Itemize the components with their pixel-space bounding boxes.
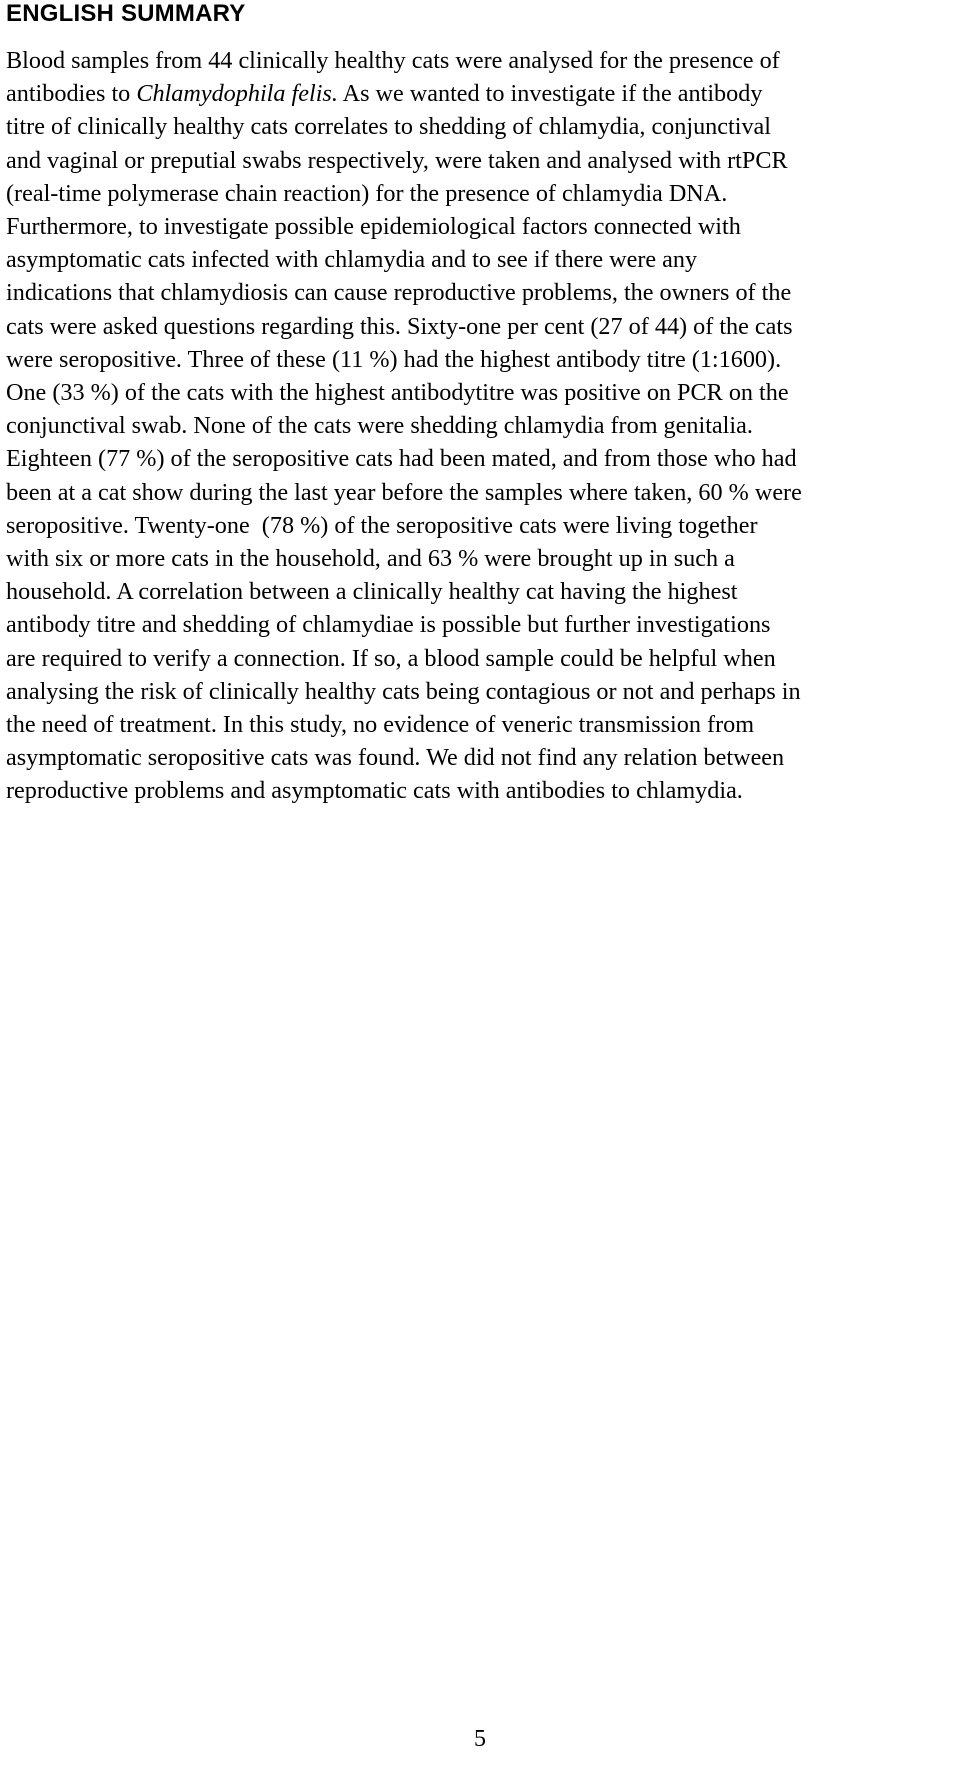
text-line: been at a cat show during the last year before the samples where taken, 60 % were	[6, 478, 802, 506]
text-line: cats were asked questions regarding this. Sixty-one per cent (27 of 44) of the cats	[6, 312, 793, 340]
text-line	[6, 77, 956, 110]
text-line: seropositive. Twenty-one (78 %) of the seropositive cats were living together	[6, 511, 758, 539]
text-line: reproductive problems and asymptomatic cats with antibodies to chlamydia.	[6, 777, 743, 805]
text-line: asymptomatic seropositive cats was found. We did not find any relation between	[6, 744, 785, 772]
text-line: conjunctival swab. None of the cats were shedding chlamydia from genitalia.	[6, 412, 753, 440]
text-line: the need of treatment. In this study, no evidence of veneric transmission from	[6, 711, 755, 739]
text-line: asymptomatic cats infected with chlamydia and to see if there were any	[6, 246, 698, 274]
text-line: Furthermore, to investigate possible epidemiological factors connected with	[6, 213, 741, 241]
text-segment: As we wanted to investigate if the antibody	[337, 80, 763, 108]
text-line: and vaginal or preputial swabs respectively, were taken and analysed with rtPCR	[6, 146, 788, 174]
text-segment: antibodies to	[6, 80, 137, 108]
text-line: indications that chlamydiosis can cause reproductive problems, the owners of the	[6, 279, 792, 307]
text-line: titre of clinically healthy cats correlates to shedding of chlamydia, conjunctival	[6, 113, 772, 141]
text-line: One (33 %) of the cats with the highest antibodytitre was positive on PCR on the	[6, 379, 789, 407]
text-line: are required to verify a connection. If so, a blood sample could be helpful when	[6, 644, 776, 672]
text-line: Eighteen (77 %) of the seropositive cats had been mated, and from those who had	[6, 445, 797, 473]
text-line: household. A correlation between a clinically healthy cat having the highest	[6, 578, 738, 606]
text-line: antibody titre and shedding of chlamydiae is possible but further investigations	[6, 611, 771, 639]
species-name: Chlamydophila felis.	[136, 80, 338, 108]
text-line: were seropositive. Three of these (11 %) had the highest antibody titre (1:1600).	[6, 345, 782, 373]
text-line: analysing the risk of clinically healthy cats being contagious or not and perhaps in	[6, 677, 801, 705]
text-line: with six or more cats in the household, and 63 % were brought up in such a	[6, 545, 735, 573]
page-number: 5	[474, 1726, 486, 1752]
summary-body	[6, 44, 956, 808]
text-line: Blood samples from 44 clinically healthy cats were analysed for the presence of	[6, 47, 780, 74]
summary-heading: ENGLISH SUMMARY	[6, 0, 246, 27]
text-line: (real-time polymerase chain reaction) for the presence of chlamydia DNA.	[6, 179, 728, 207]
